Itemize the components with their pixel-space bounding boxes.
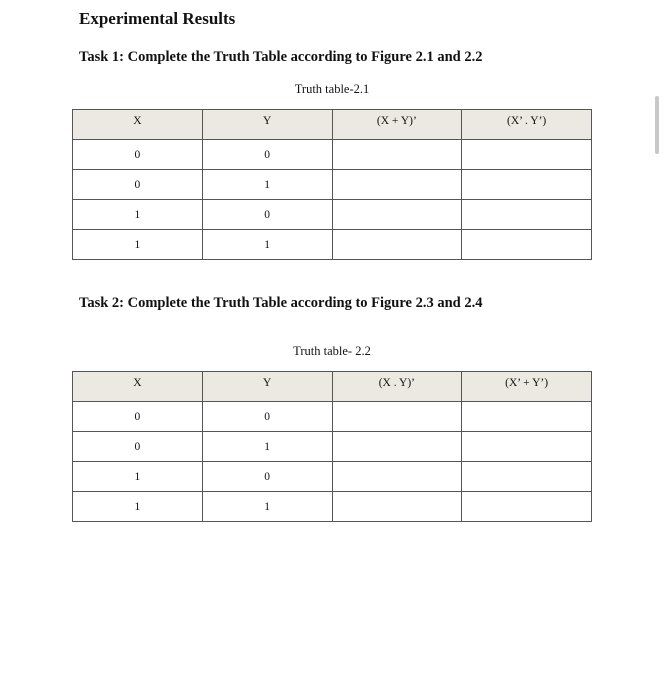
answer-cell[interactable] [332,140,462,170]
table-row [73,462,592,492]
table-row [73,492,592,522]
header-cell: (X’ + Y’) [462,372,592,402]
table-cell: 1 [202,492,332,522]
answer-cell[interactable] [332,230,462,260]
truth-table-1-caption: Truth table-2.1 [294,82,370,96]
table-cell: 1 [202,230,332,260]
truth-table-2 [72,371,592,522]
table-cell: 0 [73,170,203,200]
table-cell: 0 [73,140,203,170]
header-cell: Y [202,372,332,402]
table-row [73,170,592,200]
table-row [73,432,592,462]
header-cell: (X . Y)’ [332,372,462,402]
table-header-row [73,110,592,140]
answer-cell[interactable] [332,462,462,492]
table-cell: 1 [73,492,203,522]
table-row [73,230,592,260]
header-cell: (X’ . Y’) [462,110,592,140]
vertical-scrollbar[interactable] [655,96,659,154]
table-cell: 0 [73,432,203,462]
table-cell: 0 [202,462,332,492]
answer-cell[interactable] [462,432,592,462]
header-cell: X [73,372,203,402]
answer-cell[interactable] [462,170,592,200]
task-1-title: Task 1: Complete the Truth Table according to Figure 2.1 and 2.2 [79,49,483,65]
header-cell: X [73,110,203,140]
header-cell: (X + Y)’ [332,110,462,140]
page-heading: Experimental Results [79,9,236,28]
header-cell: Y [202,110,332,140]
answer-cell[interactable] [462,492,592,522]
truth-table-1 [72,109,592,260]
answer-cell[interactable] [332,402,462,432]
table-row [73,140,592,170]
answer-cell[interactable] [332,432,462,462]
answer-cell[interactable] [332,200,462,230]
answer-cell[interactable] [462,140,592,170]
table-cell: 0 [202,140,332,170]
answer-cell[interactable] [462,402,592,432]
table-row [73,402,592,432]
answer-cell[interactable] [462,462,592,492]
table-cell: 1 [202,170,332,200]
table-row [73,200,592,230]
answer-cell[interactable] [462,200,592,230]
table-cell: 0 [202,402,332,432]
table-cell: 1 [73,200,203,230]
task-2-title: Task 2: Complete the Truth Table according to Figure 2.3 and 2.4 [79,295,483,311]
answer-cell[interactable] [332,170,462,200]
table-cell: 1 [73,230,203,260]
table-cell: 0 [73,402,203,432]
answer-cell[interactable] [332,492,462,522]
table-cell: 1 [202,432,332,462]
table-cell: 0 [202,200,332,230]
answer-cell[interactable] [462,230,592,260]
table-cell: 1 [73,462,203,492]
table-header-row [73,372,592,402]
truth-table-2-caption: Truth table- 2.2 [293,344,371,358]
